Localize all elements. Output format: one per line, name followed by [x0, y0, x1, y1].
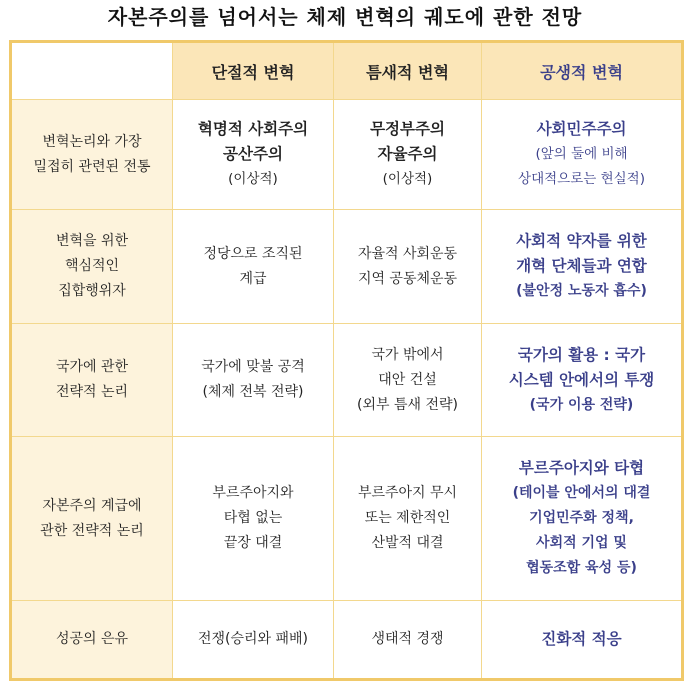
header-symbiotic: 공생적 변혁 — [482, 42, 683, 100]
row-label: 변혁논리와 가장 밀접히 관련된 전통 — [11, 100, 173, 210]
cell-symbiotic: 사회민주주의 (앞의 둘에 비해 상대적으로는 현실적) — [482, 100, 683, 210]
row-label: 성공의 은유 — [11, 601, 173, 680]
row-label: 자본주의 계급에 관한 전략적 논리 — [11, 437, 173, 601]
cell-interstitial: 자율적 사회운동 지역 공동체운동 — [334, 210, 482, 324]
row-label: 국가에 관한 전략적 논리 — [11, 324, 173, 437]
cell-rupture: 혁명적 사회주의 공산주의 (이상적) — [173, 100, 334, 210]
row-label: 변혁을 위한 핵심적인 집합행위자 — [11, 210, 173, 324]
table-row — [11, 437, 683, 601]
cell-rupture: 부르주아지와 타협 없는 끝장 대결 — [173, 437, 334, 601]
table-row — [11, 324, 683, 437]
cell-symbiotic: 부르주아지와 타협 (테이블 안에서의 대결 기업민주화 정책, 사회적 기업 및 협동조합 육성 등) — [482, 437, 683, 601]
cell-symbiotic: 국가의 활용 : 국가 시스템 안에서의 투쟁 (국가 이용 전략) — [482, 324, 683, 437]
header-interstitial: 틈새적 변혁 — [334, 42, 482, 100]
cell-interstitial: 부르주아지 무시 또는 제한적인 산발적 대결 — [334, 437, 482, 601]
table-row — [11, 601, 683, 680]
corner-cell — [11, 42, 173, 100]
header-rupture: 단절적 변혁 — [173, 42, 334, 100]
cell-interstitial: 국가 밖에서 대안 건설 (외부 틈새 전략) — [334, 324, 482, 437]
table-row — [11, 210, 683, 324]
cell-rupture: 국가에 맞불 공격 (체제 전복 전략) — [173, 324, 334, 437]
cell-symbiotic: 진화적 적응 — [482, 601, 683, 680]
cell-interstitial: 무정부주의 자율주의 (이상적) — [334, 100, 482, 210]
table-row — [11, 100, 683, 210]
cell-rupture: 전쟁(승리와 패배) — [173, 601, 334, 680]
cell-interstitial: 생태적 경쟁 — [334, 601, 482, 680]
page-title: 자본주의를 넘어서는 체제 변혁의 궤도에 관한 전망 — [107, 5, 583, 29]
cell-rupture: 정당으로 조직된 계급 — [173, 210, 334, 324]
cell-symbiotic: 사회적 약자를 위한 개혁 단체들과 연합 (불안정 노동자 흡수) — [482, 210, 683, 324]
header-row — [11, 42, 683, 100]
comparison-table — [9, 40, 684, 681]
